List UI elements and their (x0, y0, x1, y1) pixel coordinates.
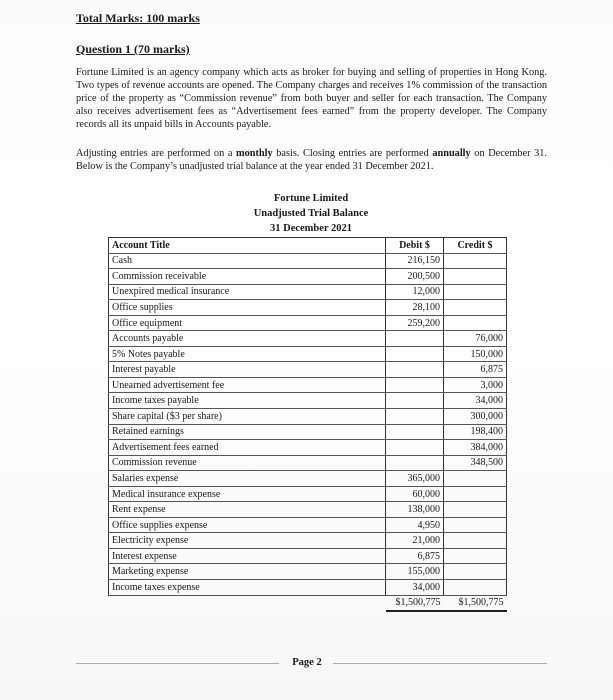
debit-cell: 60,000 (386, 486, 444, 502)
header-credit: Credit $ (444, 238, 507, 254)
footer-divider-right (333, 663, 547, 664)
account-cell: Interest payable (109, 362, 386, 378)
credit-cell (444, 548, 507, 564)
debit-cell (386, 393, 444, 409)
p2-text-c: basis. Closing entries are performed (272, 148, 433, 159)
total-marks-heading: Total Marks: 100 marks (76, 11, 200, 25)
table-row (109, 300, 507, 316)
debit-cell (386, 377, 444, 393)
trial-balance-table (108, 237, 507, 612)
account-cell: Salaries expense (109, 471, 386, 487)
header-account-title: Account Title (109, 238, 386, 254)
credit-cell (444, 580, 507, 596)
debit-cell: 6,875 (386, 548, 444, 564)
account-cell: Marketing expense (109, 564, 386, 580)
credit-cell (444, 253, 507, 269)
account-cell: Medical insurance expense (109, 486, 386, 502)
credit-cell (444, 486, 507, 502)
credit-cell (444, 269, 507, 285)
credit-cell: 348,500 (444, 455, 507, 471)
debit-cell: 34,000 (386, 580, 444, 596)
credit-cell: 384,000 (444, 440, 507, 456)
credit-cell: 6,875 (444, 362, 507, 378)
total-credit: $1,500,775 (444, 595, 507, 611)
debit-cell: 259,200 (386, 315, 444, 331)
debit-cell: 12,000 (386, 284, 444, 300)
header-debit: Debit $ (386, 238, 444, 254)
table-row (109, 269, 507, 285)
debit-cell: 216,150 (386, 253, 444, 269)
credit-cell (444, 471, 507, 487)
account-cell: Office supplies (109, 300, 386, 316)
table-row (109, 455, 507, 471)
account-cell: Commission receivable (109, 269, 386, 285)
debit-cell (386, 424, 444, 440)
question-heading: Question 1 (70 marks) (76, 42, 190, 56)
debit-cell (386, 346, 444, 362)
account-cell: Office supplies expense (109, 517, 386, 533)
table-row (109, 471, 507, 487)
account-cell: Accounts payable (109, 331, 386, 347)
table-row (109, 393, 507, 409)
table-header-row (109, 238, 507, 254)
statement-date: 31 December 2021 (269, 223, 353, 234)
account-cell: Unearned advertisement fee (109, 377, 386, 393)
account-cell: Office equipment (109, 315, 386, 331)
account-cell: Electricity expense (109, 533, 386, 549)
debit-cell: 365,000 (386, 471, 444, 487)
table-row (109, 533, 507, 549)
p2-annually: annually (432, 148, 471, 159)
debit-cell (386, 455, 444, 471)
credit-cell: 76,000 (444, 331, 507, 347)
table-row (109, 548, 507, 564)
p2-monthly: monthly (236, 148, 273, 159)
table-row (109, 315, 507, 331)
adjusting-paragraph (76, 147, 547, 173)
account-cell: Income taxes expense (109, 580, 386, 596)
table-row (109, 362, 507, 378)
account-cell: Share capital ($3 per share) (109, 409, 386, 425)
p2-text-a: Adjusting entries are performed on a (76, 148, 236, 159)
credit-cell: 150,000 (444, 346, 507, 362)
credit-cell (444, 315, 507, 331)
table-row (109, 346, 507, 362)
credit-cell (444, 517, 507, 533)
account-cell: Commission revenue (109, 455, 386, 471)
table-row (109, 409, 507, 425)
account-cell: Cash (109, 253, 386, 269)
table-row (109, 253, 507, 269)
footer-divider-left (76, 663, 279, 664)
table-row (109, 486, 507, 502)
account-cell: Retained earnings (109, 424, 386, 440)
credit-cell: 198,400 (444, 424, 507, 440)
debit-cell: 21,000 (386, 533, 444, 549)
credit-cell: 34,000 (444, 393, 507, 409)
debit-cell: 28,100 (386, 300, 444, 316)
credit-cell: 300,000 (444, 409, 507, 425)
debit-cell (386, 362, 444, 378)
total-debit: $1,500,775 (386, 595, 444, 611)
credit-cell: 3,000 (444, 377, 507, 393)
table-row (109, 502, 507, 518)
table-row (109, 377, 507, 393)
table-row (109, 424, 507, 440)
account-cell: Rent expense (109, 502, 386, 518)
totals-row (109, 595, 507, 611)
debit-cell (386, 331, 444, 347)
table-row (109, 331, 507, 347)
account-cell: Interest expense (109, 548, 386, 564)
table-row (109, 284, 507, 300)
credit-cell (444, 564, 507, 580)
totals-blank-cell (109, 595, 386, 611)
debit-cell: 155,000 (386, 564, 444, 580)
credit-cell (444, 284, 507, 300)
intro-paragraph: Fortune Limited is an agency company which acts as broker for buying and selling of properties in Hong Kong. Two types of revenue accounts are opened. The Company charges and receives 1% commission of the transaction price of the property as “Commission revenue” from both buyer and seller for each transaction. The Company also receives advertisement fees as “Advertisement fees earned” from the property developer. The Company records all its unpaid bills in Accounts payable. (76, 67, 547, 130)
p2-text-e: on December 31. Below is the Company’s unadjusted trial balance at the year ended 31 December 2021. (76, 148, 547, 172)
account-cell: 5% Notes payable (109, 346, 386, 362)
credit-cell (444, 300, 507, 316)
table-row (109, 580, 507, 596)
debit-cell (386, 440, 444, 456)
statement-title: Unadjusted Trial Balance (253, 208, 369, 219)
account-cell: Advertisement fees earned (109, 440, 386, 456)
account-cell: Income taxes payable (109, 393, 386, 409)
debit-cell (386, 409, 444, 425)
account-cell: Unexpired medical insurance (109, 284, 386, 300)
company-name: Fortune Limited (273, 193, 349, 204)
debit-cell: 4,950 (386, 517, 444, 533)
debit-cell: 200,500 (386, 269, 444, 285)
table-row (109, 517, 507, 533)
credit-cell (444, 533, 507, 549)
page-number: Page 2 (292, 657, 322, 668)
table-row (109, 564, 507, 580)
table-row (109, 440, 507, 456)
credit-cell (444, 502, 507, 518)
debit-cell: 138,000 (386, 502, 444, 518)
